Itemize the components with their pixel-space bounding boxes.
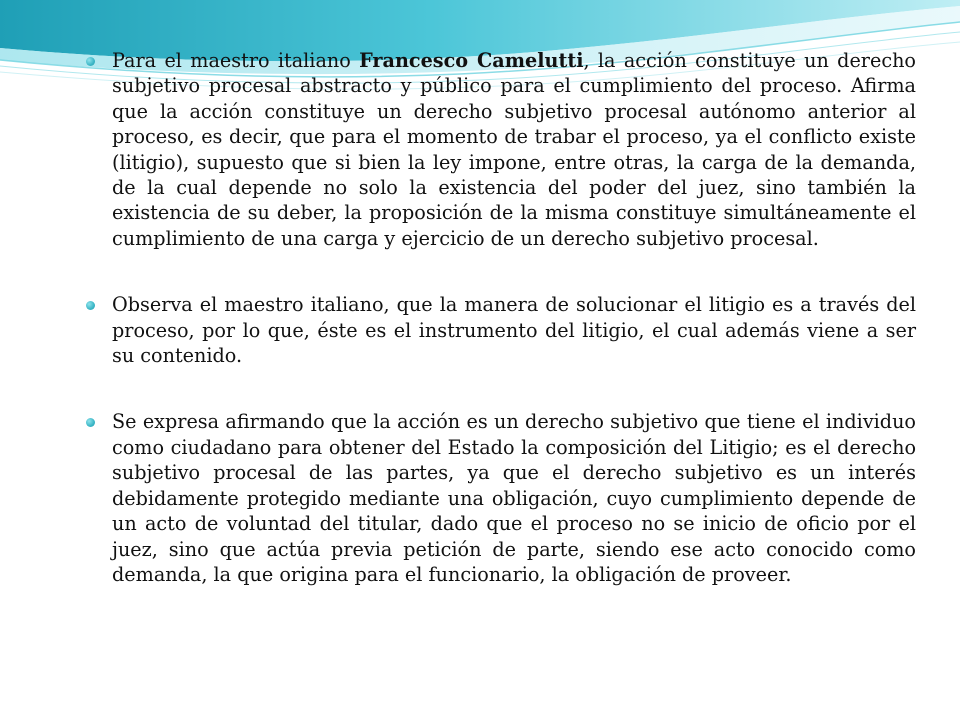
bullet-subjective-right — [86, 409, 916, 587]
bullet-3-body: Se expresa afirmando que la acción es un derecho subjetivo que tiene el individuo como ciudadano para obtener del Estado la composición del Litigio; es el derecho subjetivo procesal de las partes, ya que el derecho subjetivo es un interés debidamente protegido mediante una obligación, cuyo cumplimiento depende de un acto de voluntad del titular, dado que el proceso no se inicio de oficio por el juez, sino que actúa previa petición de parte, siendo ese acto conocido como demanda, la que origina para el funcionario, la obligación de proveer. — [112, 410, 916, 586]
bullet-carnelutti-definition — [86, 48, 916, 251]
bullet-2-body: Observa el maestro italiano, que la manera de solucionar el litigio es a través del proceso, por lo que, éste es el instrumento del litigio, el cual además viene a ser su contenido. — [112, 293, 916, 368]
bullet-1-lead: Para el maestro italiano — [112, 49, 360, 72]
bullet-1-author-name: Francesco Camelutti — [359, 49, 584, 72]
bullet-process-instrument — [86, 292, 916, 368]
bullet-1-body: , la acción constituye un derecho subjetivo procesal abstracto y público para el cumplimiento del proceso. Afirma que la acción constituye un derecho subjetivo procesal autónomo anterior al proceso, es decir, que para el momento de trabar el proceso, ya el conflicto existe (litigio), supuesto que si bien la ley impone, entre otras, la carga de la demanda, de la cual depende no solo la existencia del poder del juez, sino también la existencia de su deber, la proposición de la misma constituye simultáneamente el cumplimiento de una carga y ejercicio de un derecho subjetivo procesal. — [112, 49, 916, 250]
slide-content — [86, 48, 916, 628]
